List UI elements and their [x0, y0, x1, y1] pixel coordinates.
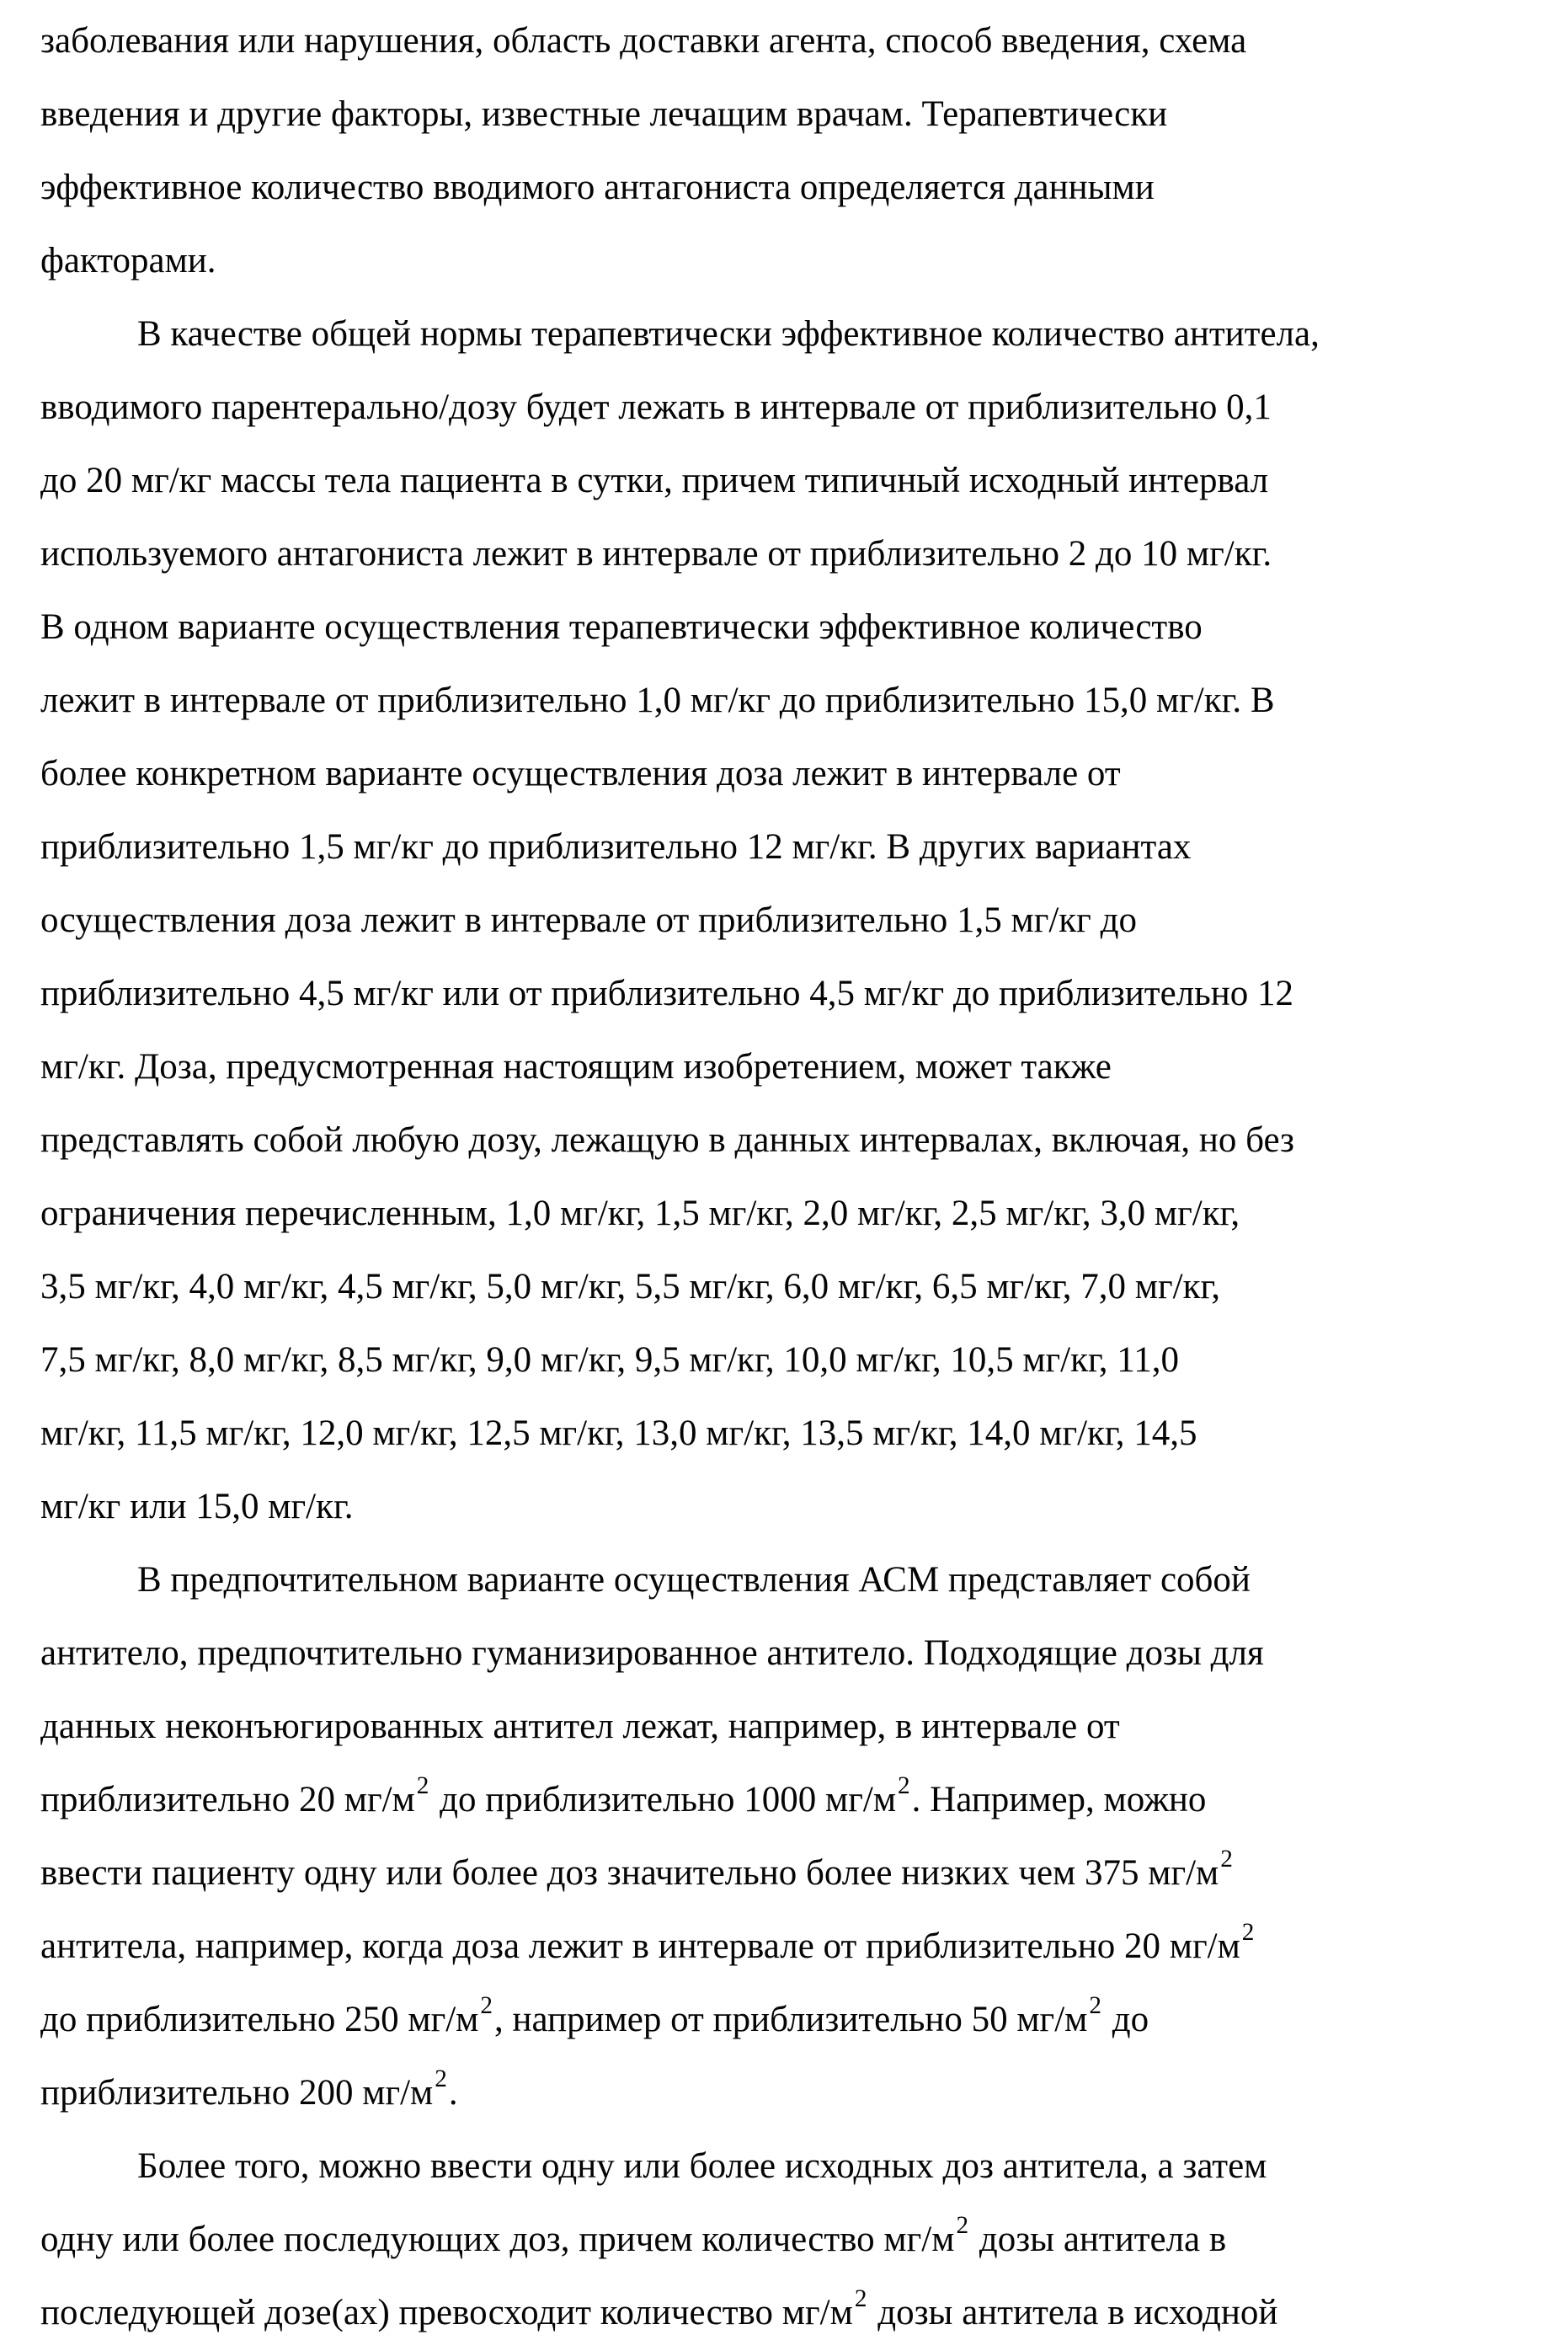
- text-line: 7,5 мг/кг, 8,0 мг/кг, 8,5 мг/кг, 9,0 мг/кг, 9,5 мг/кг, 10,0 мг/кг, 10,5 мг/кг, 11,0: [40, 1340, 1179, 1380]
- text-line: вводимого парентерально/дозу будет лежать в интервале от приблизительно 0,1: [40, 387, 1272, 427]
- text-line: до 20 мг/кг массы тела пациента в сутки, причем типичный исходный интервал: [40, 461, 1269, 500]
- text-line: ограничения перечисленным, 1,0 мг/кг, 1,5 мг/кг, 2,0 мг/кг, 2,5 мг/кг, 3,0 мг/кг,: [40, 1194, 1240, 1233]
- text-line: до приблизительно 250 мг/м2, например от приблизительно 50 мг/м2 до: [40, 1991, 1149, 2039]
- text-line: используемого антагониста лежит в интервале от приблизительно 2 до 10 мг/кг.: [40, 534, 1272, 574]
- text-line: последующей дозе(ах) превосходит количество мг/м2 дозы антитела в исходной: [40, 2284, 1278, 2332]
- text-line: антитело, предпочтительно гуманизированное антитело. Подходящие дозы для: [40, 1633, 1264, 1673]
- text-line: антитела, например, когда доза лежит в интервале от приблизительно 20 мг/м2: [40, 1918, 1255, 1966]
- text-line: ввести пациенту одну или более доз значительно более низких чем 375 мг/м2: [40, 1845, 1233, 1893]
- text-line: В одном варианте осуществления терапевтически эффективное количество: [40, 607, 1203, 647]
- text-line: лежит в интервале от приблизительно 1,0 мг/кг до приблизительно 15,0 мг/кг. В: [40, 681, 1275, 720]
- text-line: приблизительно 20 мг/м2 до приблизительно 1000 мг/м2. Например, можно: [40, 1771, 1207, 1819]
- text-line: мг/кг, 11,5 мг/кг, 12,0 мг/кг, 12,5 мг/кг, 13,0 мг/кг, 13,5 мг/кг, 14,0 мг/кг, 14,5: [40, 1413, 1197, 1453]
- text-line: 3,5 мг/кг, 4,0 мг/кг, 4,5 мг/кг, 5,0 мг/кг, 5,5 мг/кг, 6,0 мг/кг, 6,5 мг/кг, 7,0 мг/кг,: [40, 1267, 1221, 1306]
- text-line: Более того, можно ввести одну или более исходных доз антитела, а затем: [137, 2146, 1267, 2186]
- text-line: эффективное количество вводимого антагониста определяется данными: [40, 168, 1155, 207]
- text-line: одну или более последующих доз, причем количество мг/м2 дозы антитела в: [40, 2211, 1227, 2259]
- text-line: приблизительно 1,5 мг/кг до приблизительно 12 мг/кг. В других вариантах: [40, 827, 1192, 867]
- text-line: мг/кг или 15,0 мг/кг.: [40, 1487, 354, 1526]
- text-line: приблизительно 4,5 мг/кг или от приблизительно 4,5 мг/кг до приблизительно 12: [40, 974, 1293, 1013]
- text-line: представлять собой любую дозу, лежащую в данных интервалах, включая, но без: [40, 1120, 1295, 1160]
- text-line: В предпочтительном варианте осуществления АСМ представляет собой: [137, 1560, 1251, 1600]
- document-text-block: [40, 4, 1543, 2349]
- text-line: данных неконъюгированных антител лежат, например, в интервале от: [40, 1707, 1120, 1746]
- text-line: заболевания или нарушения, область доставки агента, способ введения, схема: [40, 21, 1247, 61]
- text-line: введения и другие факторы, известные лечащим врачам. Терапевтически: [40, 94, 1168, 134]
- text-line: факторами.: [40, 241, 216, 281]
- text-line: более конкретном варианте осуществления доза лежит в интервале от: [40, 754, 1121, 793]
- text-line: осуществления доза лежит в интервале от приблизительно 1,5 мг/кг до: [40, 900, 1137, 940]
- text-line: мг/кг. Доза, предусмотренная настоящим изобретением, может также: [40, 1047, 1112, 1087]
- text-line: приблизительно 200 мг/м2.: [40, 2065, 458, 2113]
- text-line: В качестве общей нормы терапевтически эффективное количество антитела,: [137, 314, 1320, 354]
